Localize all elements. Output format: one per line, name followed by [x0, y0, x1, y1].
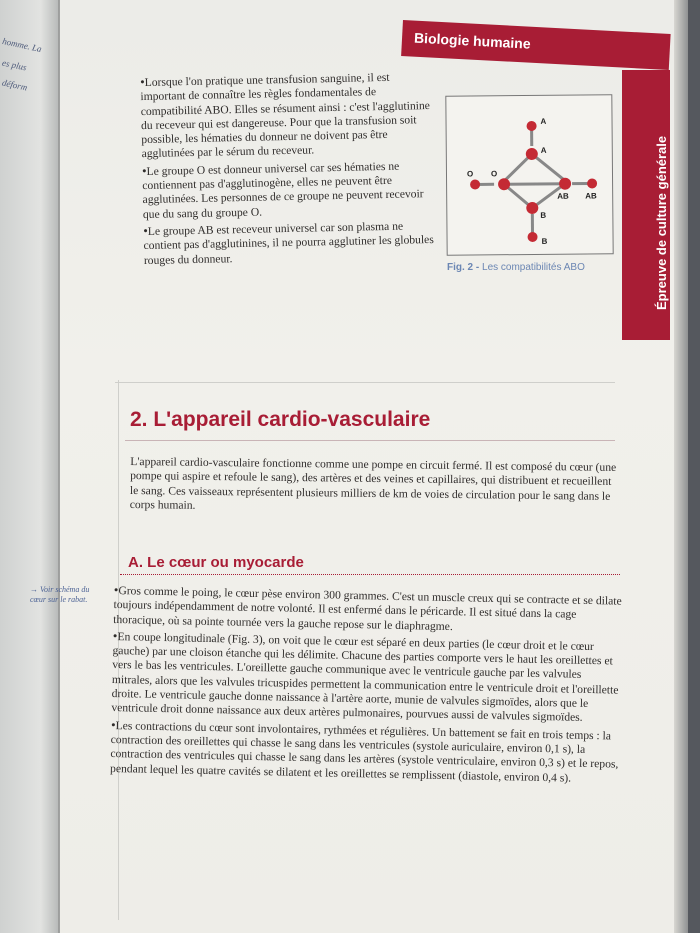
subsection-rule: [120, 574, 620, 575]
label-o1: O: [466, 169, 474, 179]
main-text-block: [110, 583, 626, 789]
label-a2: A: [540, 145, 547, 155]
node-o2: [498, 178, 510, 190]
node-ab2: [587, 178, 597, 188]
abo-compatibility-figure: [445, 94, 613, 255]
section-divider: [115, 382, 615, 383]
side-tab-label: Épreuve de culture générale: [654, 135, 669, 310]
figure-caption-label: Fig. 2 -: [447, 262, 480, 273]
abo-diagram: [446, 95, 612, 254]
figure-caption: [447, 262, 585, 273]
section-intro: [130, 455, 621, 520]
side-tab: [622, 70, 670, 340]
label-ab1: AB: [557, 191, 569, 201]
margin-note: → Voir schéma du cœur sur le rabat.: [30, 585, 90, 604]
node-o1: [470, 179, 480, 189]
node-ab1: [559, 178, 571, 190]
bullet-paragraph: • Lorsque l'on pratique une transfusion sanguine, il est important de connaître les règles fondamentales de compatibilité ABO. Elles se résument ainsi : c'est l'agglutinine du receveur qui est dangereuse. Pour que la transfusion soit possible, les hématies du donneur ne doivent pas être agglutinées par le sérum du receveur.: [140, 69, 435, 162]
header-title: Biologie humaine: [413, 29, 532, 52]
left-page-edge: [0, 0, 58, 933]
label-ab2: AB: [585, 191, 597, 201]
label-b2: B: [541, 236, 548, 246]
node-a2: [526, 148, 538, 160]
label-b1: B: [540, 210, 547, 220]
bullet-paragraph: • Gros comme le poing, le cœur pèse environ 300 grammes. C'est un muscle creux qui se contracte et se dilate toujours indépendamment de notre volonté. Il est enfermé dans le péricarde. Il est situé dans la cage thoracique, où sa pointe tournée vers la gauche repose sur le diaphragme.: [113, 583, 626, 638]
top-text-block: [140, 69, 437, 270]
bullet-paragraph: • Le groupe O est donneur universel car ses hématies ne contiennent pas d'agglutinogène, elles ne peuvent être agglutinées. Les personnes de ce groupe ne peuvent recevoir que du sang du groupe O.: [142, 158, 436, 222]
node-b1: [526, 202, 538, 214]
arrow-o-ab: [504, 184, 565, 185]
intro-paragraph: L'appareil cardio-vasculaire fonctionne comme une pompe en circuit fermé. Il est composé du cœur (une pompe qui aspire et refoule le sang), des artères et des veines et capillaires, qui distribuent et recueillent le sang. Ces vaisseaux représentent plusieurs milliers de km de voies de circulation pour le sang dans le corps humain.: [129, 455, 617, 512]
bullet-paragraph: • Le groupe AB est receveur universel car son plasma ne contient pas d'agglutinines, il ne pourra agglutiner les globules rouges du donneur.: [143, 218, 437, 268]
page-edge: [674, 0, 688, 933]
subsection-title: A. Le cœur ou myocarde: [128, 554, 304, 571]
left-page-fragment: homme. La: [1, 35, 43, 55]
label-a1: A: [540, 116, 547, 126]
section-title: 2. L'appareil cardio-vasculaire: [130, 408, 431, 431]
left-page-fragment: es plus: [1, 57, 28, 73]
arrow-a-ab: [532, 154, 565, 181]
node-a1: [527, 121, 537, 131]
figure-caption-text: Les compatibilités ABO: [482, 262, 585, 273]
left-page-fragment: déform: [1, 77, 29, 93]
label-o2: O: [490, 169, 498, 179]
title-rule: [125, 440, 615, 441]
bullet-paragraph: • Les contractions du cœur sont involontaires, rythmées et régulières. Un battement se fait en trois temps : la contraction des oreillettes qui chasse le sang dans les ventricules (systole auriculaire, environ 0,1 s), la contraction des ventricules qui chasse le sang dans les artères (systole ventriculaire, environ 0,3 s) et le repos, pendant lequel les quatre cavités se dilatent et les oreillettes se remplissent (diastole, environ 0,4 s).: [110, 718, 623, 787]
bullet-paragraph: • En coupe longitudinale (Fig. 3), on voit que le cœur est séparé en deux parties (le cœur droit et le cœur gauche) par une cloison étanche qui les délimite. Chacune des parties comporte vers le haut les oreillettes et vers le bas les ventricules. L'oreillette gauche communique avec le ventricule gauche par les valvules mitrales, alors que les valvules tricuspides permettent la communication entre le ventricule droit et l'oreillette droite. Le ventricule gauche donne naissance à l'artère aorte, munie de valvules sigmoïdes, alors que le ventricule droit donne naissance aux deux artères pulmonaires, pourvues aussi de valvules sigmoïdes.: [111, 629, 625, 726]
node-b2: [527, 232, 537, 242]
